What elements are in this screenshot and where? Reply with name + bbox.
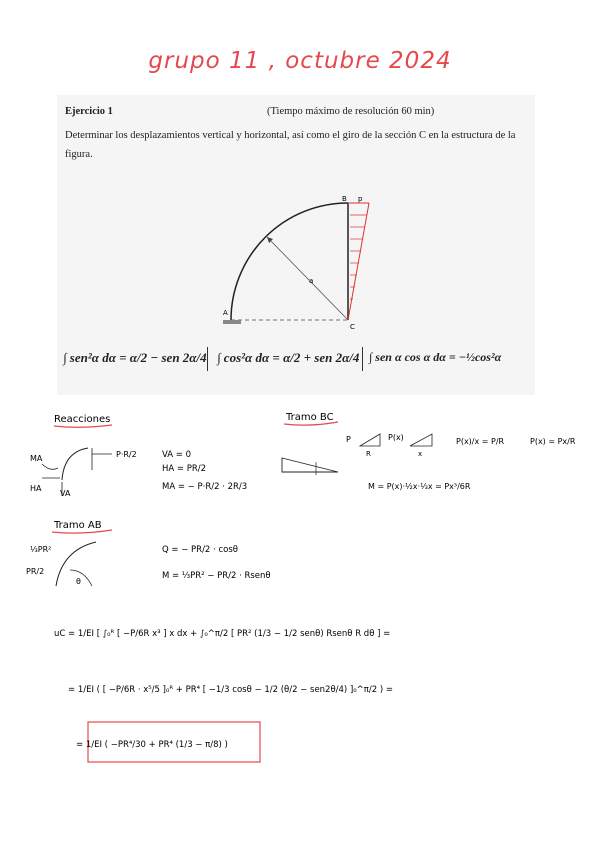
m-bc-eq: M = P(x)·½x·⅓x = Px³/6R (368, 482, 471, 491)
ab-force2: PR/2 (26, 567, 45, 576)
label-b: B (342, 195, 347, 203)
force-label: P·R/2 (116, 450, 137, 459)
ab-force1: ⅓PR² (30, 545, 52, 554)
radius-line (267, 237, 348, 320)
structure-figure (217, 195, 377, 335)
ma-eq: MA = − P·R/2 · 2R/3 (162, 482, 248, 492)
uc-eq3: = 1/EI ( −PR⁴/30 + PR⁴ (1/3 − π/8) ) (76, 740, 228, 750)
ratio-eq: P(x)/x = P/R (456, 437, 505, 446)
label-a-radius: a (309, 277, 314, 285)
formula-cos2: ∫ cos²α dα = α/2 + sen 2α/4 (217, 350, 360, 365)
label-a: A (223, 309, 228, 317)
uc-eq2: = 1/EI ( [ −P/6R · x⁵/5 ]₀ᴿ + PR⁴ [ −1/3 cosθ − 1/2 (θ/2 − sen2θ/4) ]₀^π/2 ) = (68, 685, 394, 695)
handwritten-notes (0, 400, 600, 780)
uc-eq1: uC = 1/EI [ ∫₀ᴿ [ −P/6R x³ ] x dx + ∫₀^π/2 [ PR² (1/3 − 1/2 senθ) Rsenθ R dθ ] = (54, 629, 391, 639)
px-eq: P(x) = Px/R (530, 437, 576, 446)
label-p: p (358, 195, 363, 203)
load-edge (348, 203, 369, 320)
exercise-time: (Tiempo máximo de resolución 60 min) (267, 106, 435, 117)
ma-label: MA (30, 454, 43, 463)
x-small: x (418, 450, 423, 458)
tramo-ab-heading: Tramo AB (54, 520, 102, 531)
formula-sencos: ∫ sen α cos α dα = −½cos²α (369, 350, 502, 364)
reacciones-heading: Reacciones (54, 414, 111, 425)
va-eq: VA = 0 (162, 450, 192, 460)
ha-eq: HA = PR/2 (162, 464, 207, 474)
formula-sen2: ∫ sen²α dα = α/2 − sen 2α/4 (63, 350, 207, 365)
page-title: grupo 11 , octubre 2024 (148, 48, 452, 74)
r-small: R (366, 450, 371, 458)
px-small: P(x) (388, 433, 404, 442)
theta-label: θ (76, 577, 81, 586)
p-small: P (346, 435, 351, 444)
exercise-card (57, 95, 535, 395)
label-c: C (350, 323, 355, 331)
ha-label: HA (30, 484, 42, 493)
q-ab-eq: Q = − PR/2 · cosθ (162, 545, 238, 555)
exercise-statement: Determinar los desplazamientos vertical y horizontal, así como el giro de la sección C en la estructura de la figura. (65, 130, 516, 160)
exercise-label: Ejercicio 1 (65, 106, 113, 117)
va-label: VA (60, 489, 71, 498)
tramo-bc-heading: Tramo BC (286, 412, 334, 423)
support-a (223, 320, 241, 324)
m-ab-eq: M = ⅓PR² − PR/2 · Rsenθ (162, 571, 271, 581)
